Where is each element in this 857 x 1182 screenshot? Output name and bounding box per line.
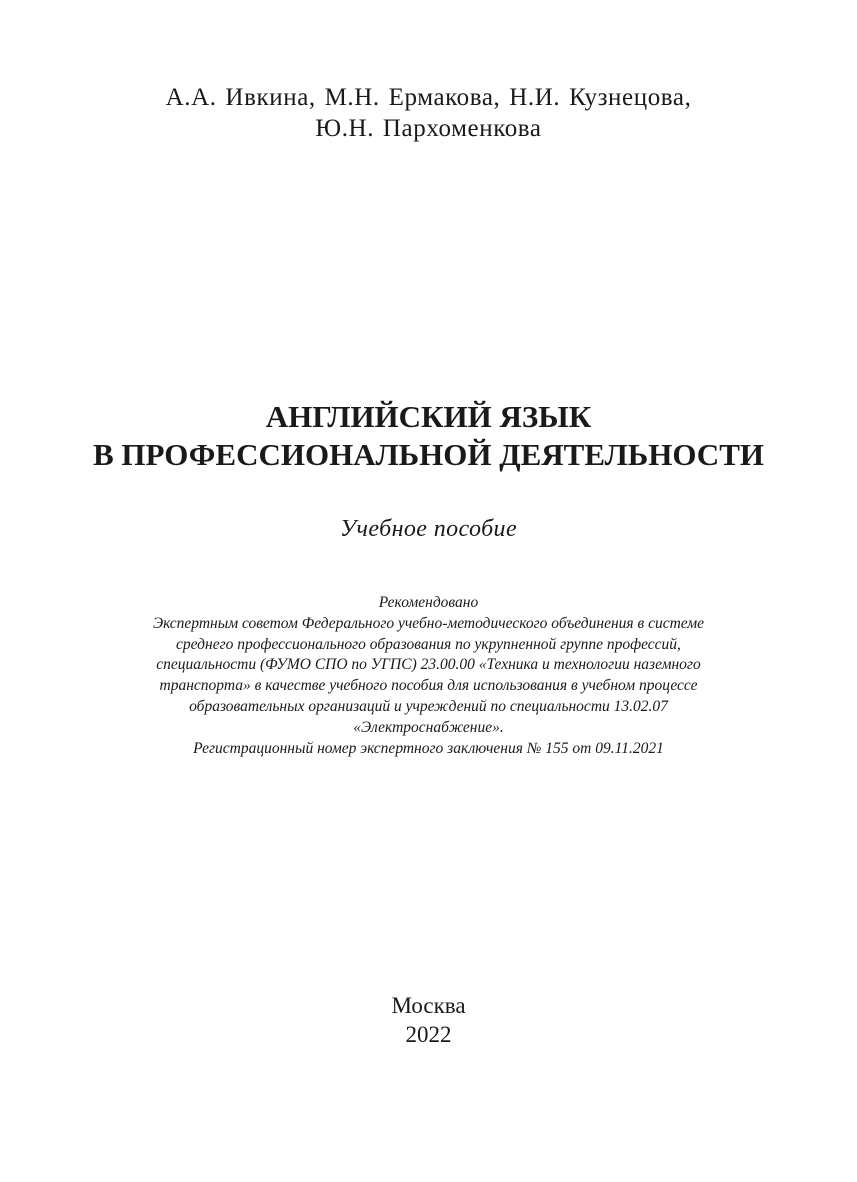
recommendation-line: «Электроснабжение». (353, 718, 504, 736)
book-title (0, 398, 857, 474)
authors (0, 82, 857, 144)
recommendation-line: транспорта» в качестве учебного пособия для использования в учебном процессе (159, 677, 698, 695)
recommendation-note (0, 593, 857, 759)
recommendation-line: Рекомендовано (378, 594, 479, 611)
book-title-line-1: АНГЛИЙСКИЙ ЯЗЫК (265, 399, 592, 434)
authors-line-1: А.А. Ивкина, М.Н. Ермакова, Н.И. Кузнецова, (165, 84, 692, 111)
recommendation-line: Регистрационный номер экспертного заключения № 155 от 09.11.2021 (193, 739, 664, 757)
recommendation-line: образовательных организаций и учреждений по специальности 13.02.07 (189, 697, 668, 715)
imprint-city: Москва (391, 993, 466, 1018)
imprint-year: 2022 (405, 1022, 452, 1047)
authors-line-2: Ю.Н. Пархоменкова (315, 115, 542, 142)
imprint (0, 991, 857, 1049)
recommendation-line: специальности (ФУМО СПО по УГПС) 23.00.00 «Техника и технологии наземного (156, 656, 701, 674)
recommendation-line: среднего профессионального образования по укрупненной группе профессий, (176, 635, 681, 653)
recommendation-line: Экспертным советом Федерального учебно-методического объединения в системе (152, 614, 705, 632)
book-title-line-2: В ПРОФЕССИОНАЛЬНОЙ ДЕЯТЕЛЬНОСТИ (93, 437, 764, 472)
book-subtitle: Учебное пособие (339, 516, 518, 542)
